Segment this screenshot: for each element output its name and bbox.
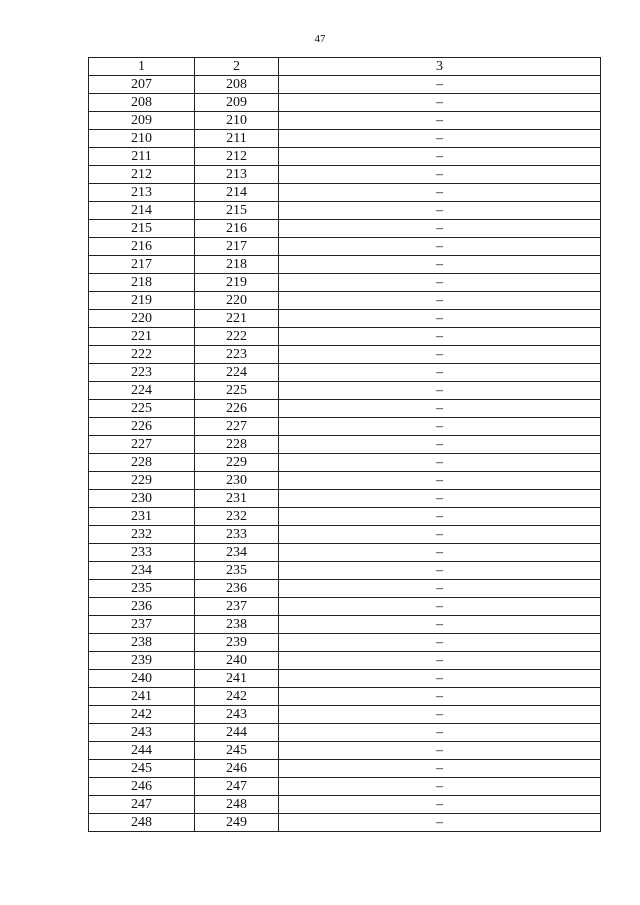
table-cell-col-2: 216 (195, 220, 279, 238)
table-cell-col-3: – (279, 310, 601, 328)
table-cell-col-2: 245 (195, 742, 279, 760)
table-row (89, 130, 601, 148)
table-cell-col-3: – (279, 292, 601, 310)
data-table (88, 57, 601, 832)
table-row (89, 724, 601, 742)
table-cell-col-3: – (279, 130, 601, 148)
table-cell-col-1: 222 (89, 346, 195, 364)
column-header-1: 1 (89, 58, 195, 76)
table-cell-col-2: 231 (195, 490, 279, 508)
table-cell-col-2: 217 (195, 238, 279, 256)
table-row (89, 382, 601, 400)
table-row (89, 94, 601, 112)
table-row (89, 526, 601, 544)
table-cell-col-3: – (279, 670, 601, 688)
table-cell-col-2: 237 (195, 598, 279, 616)
table-cell-col-2: 224 (195, 364, 279, 382)
table-row (89, 328, 601, 346)
table-cell-col-1: 227 (89, 436, 195, 454)
table-cell-col-2: 234 (195, 544, 279, 562)
table-cell-col-2: 233 (195, 526, 279, 544)
table-cell-col-1: 237 (89, 616, 195, 634)
table-cell-col-3: – (279, 112, 601, 130)
table-cell-col-2: 246 (195, 760, 279, 778)
table-cell-col-1: 223 (89, 364, 195, 382)
table-row (89, 76, 601, 94)
table-cell-col-3: – (279, 382, 601, 400)
page-number: 47 (314, 33, 326, 45)
table-cell-col-1: 247 (89, 796, 195, 814)
table-cell-col-1: 216 (89, 238, 195, 256)
table-cell-col-3: – (279, 238, 601, 256)
table-cell-col-2: 220 (195, 292, 279, 310)
table-cell-col-2: 230 (195, 472, 279, 490)
table-cell-col-1: 208 (89, 94, 195, 112)
table-row (89, 364, 601, 382)
table-cell-col-2: 242 (195, 688, 279, 706)
table-cell-col-3: – (279, 184, 601, 202)
table-cell-col-3: – (279, 616, 601, 634)
table-cell-col-3: – (279, 76, 601, 94)
table-row (89, 814, 601, 832)
table-cell-col-1: 220 (89, 310, 195, 328)
table-cell-col-3: – (279, 634, 601, 652)
table-header (89, 58, 601, 76)
table-cell-col-3: – (279, 256, 601, 274)
table-cell-col-2: 243 (195, 706, 279, 724)
table-cell-col-1: 218 (89, 274, 195, 292)
table-row (89, 688, 601, 706)
table-cell-col-2: 221 (195, 310, 279, 328)
table-row (89, 454, 601, 472)
table-row (89, 616, 601, 634)
table-row (89, 544, 601, 562)
table-row (89, 562, 601, 580)
table-cell-col-3: – (279, 418, 601, 436)
table-cell-col-3: – (279, 364, 601, 382)
table-cell-col-2: 236 (195, 580, 279, 598)
table-body (89, 76, 601, 832)
table-cell-col-3: – (279, 202, 601, 220)
table-cell-col-1: 211 (89, 148, 195, 166)
table-cell-col-1: 239 (89, 652, 195, 670)
table-row (89, 742, 601, 760)
table-cell-col-3: – (279, 724, 601, 742)
table-cell-col-2: 213 (195, 166, 279, 184)
table-cell-col-2: 235 (195, 562, 279, 580)
table-cell-col-2: 212 (195, 148, 279, 166)
table-row (89, 256, 601, 274)
table-cell-col-3: – (279, 274, 601, 292)
table-cell-col-1: 231 (89, 508, 195, 526)
table-cell-col-3: – (279, 598, 601, 616)
table-cell-col-2: 227 (195, 418, 279, 436)
table-cell-col-3: – (279, 562, 601, 580)
table-row (89, 760, 601, 778)
table-cell-col-1: 242 (89, 706, 195, 724)
table-cell-col-3: – (279, 400, 601, 418)
table-cell-col-2: 241 (195, 670, 279, 688)
table-cell-col-3: – (279, 688, 601, 706)
table-cell-col-2: 225 (195, 382, 279, 400)
table-row (89, 202, 601, 220)
table-cell-col-1: 225 (89, 400, 195, 418)
table-cell-col-1: 217 (89, 256, 195, 274)
table-row (89, 346, 601, 364)
table-row (89, 634, 601, 652)
table-row (89, 400, 601, 418)
table-cell-col-2: 215 (195, 202, 279, 220)
table-cell-col-1: 241 (89, 688, 195, 706)
column-header-2: 2 (195, 58, 279, 76)
table-cell-col-1: 212 (89, 166, 195, 184)
table-row (89, 598, 601, 616)
table-row (89, 490, 601, 508)
table-cell-col-2: 229 (195, 454, 279, 472)
table-cell-col-2: 248 (195, 796, 279, 814)
table-cell-col-2: 240 (195, 652, 279, 670)
table-cell-col-1: 235 (89, 580, 195, 598)
table-cell-col-3: – (279, 706, 601, 724)
table-row (89, 112, 601, 130)
table-cell-col-3: – (279, 472, 601, 490)
table-row (89, 184, 601, 202)
table-cell-col-3: – (279, 220, 601, 238)
table-cell-col-1: 230 (89, 490, 195, 508)
table-cell-col-2: 219 (195, 274, 279, 292)
table-cell-col-1: 233 (89, 544, 195, 562)
table-cell-col-3: – (279, 454, 601, 472)
table-cell-col-1: 232 (89, 526, 195, 544)
table-cell-col-2: 209 (195, 94, 279, 112)
table-row (89, 238, 601, 256)
table-row (89, 652, 601, 670)
table-cell-col-3: – (279, 508, 601, 526)
table-cell-col-2: 232 (195, 508, 279, 526)
table-cell-col-1: 229 (89, 472, 195, 490)
table-cell-col-2: 238 (195, 616, 279, 634)
table-cell-col-2: 226 (195, 400, 279, 418)
table-cell-col-1: 240 (89, 670, 195, 688)
table-cell-col-1: 245 (89, 760, 195, 778)
table-cell-col-3: – (279, 436, 601, 454)
table-cell-col-3: – (279, 778, 601, 796)
table-cell-col-3: – (279, 490, 601, 508)
table-cell-col-1: 214 (89, 202, 195, 220)
table-cell-col-3: – (279, 760, 601, 778)
table-cell-col-2: 223 (195, 346, 279, 364)
table-cell-col-2: 222 (195, 328, 279, 346)
table-cell-col-2: 210 (195, 112, 279, 130)
table-cell-col-2: 211 (195, 130, 279, 148)
table-cell-col-1: 226 (89, 418, 195, 436)
table-row (89, 292, 601, 310)
table-row (89, 472, 601, 490)
table-cell-col-2: 218 (195, 256, 279, 274)
table-cell-col-2: 214 (195, 184, 279, 202)
table-row (89, 778, 601, 796)
table-cell-col-1: 221 (89, 328, 195, 346)
table-row (89, 148, 601, 166)
table-cell-col-2: 208 (195, 76, 279, 94)
table-cell-col-2: 249 (195, 814, 279, 832)
table-row (89, 508, 601, 526)
table-cell-col-3: – (279, 814, 601, 832)
table-cell-col-1: 213 (89, 184, 195, 202)
table-cell-col-3: – (279, 526, 601, 544)
table-cell-col-2: 228 (195, 436, 279, 454)
table-cell-col-1: 210 (89, 130, 195, 148)
table-cell-col-2: 239 (195, 634, 279, 652)
table-cell-col-1: 228 (89, 454, 195, 472)
table-cell-col-1: 209 (89, 112, 195, 130)
table-cell-col-1: 246 (89, 778, 195, 796)
table-cell-col-1: 243 (89, 724, 195, 742)
table-row (89, 274, 601, 292)
table-cell-col-1: 215 (89, 220, 195, 238)
table-cell-col-3: – (279, 796, 601, 814)
table-cell-col-1: 234 (89, 562, 195, 580)
header-row (89, 58, 601, 76)
table-cell-col-3: – (279, 652, 601, 670)
table-cell-col-3: – (279, 544, 601, 562)
table-cell-col-3: – (279, 166, 601, 184)
table-row (89, 670, 601, 688)
table-cell-col-3: – (279, 148, 601, 166)
table-cell-col-1: 236 (89, 598, 195, 616)
table-row (89, 310, 601, 328)
table-cell-col-3: – (279, 346, 601, 364)
table-cell-col-1: 224 (89, 382, 195, 400)
table-row (89, 166, 601, 184)
table-cell-col-3: – (279, 328, 601, 346)
column-header-3: 3 (279, 58, 601, 76)
table-cell-col-3: – (279, 94, 601, 112)
table-cell-col-3: – (279, 742, 601, 760)
table-cell-col-1: 207 (89, 76, 195, 94)
table-row (89, 580, 601, 598)
table-cell-col-1: 219 (89, 292, 195, 310)
table-row (89, 418, 601, 436)
table-row (89, 706, 601, 724)
table-row (89, 796, 601, 814)
table-row (89, 220, 601, 238)
table-cell-col-2: 244 (195, 724, 279, 742)
table-row (89, 436, 601, 454)
table-cell-col-1: 238 (89, 634, 195, 652)
table-cell-col-2: 247 (195, 778, 279, 796)
table-cell-col-1: 248 (89, 814, 195, 832)
table-cell-col-3: – (279, 580, 601, 598)
table-cell-col-1: 244 (89, 742, 195, 760)
